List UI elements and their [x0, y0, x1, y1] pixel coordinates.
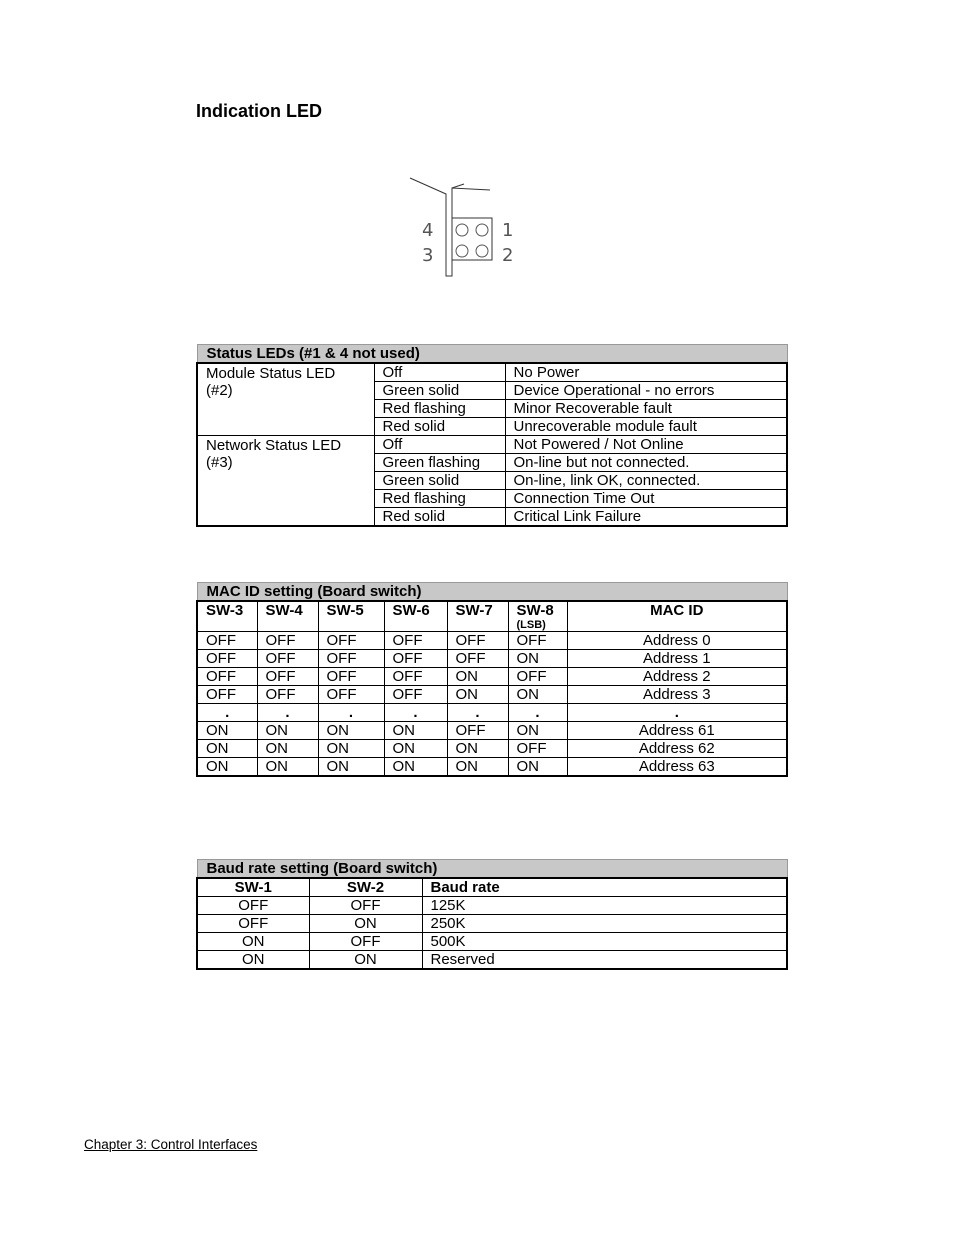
switch-cell: OFF: [447, 632, 508, 650]
switch-cell: OFF: [318, 632, 384, 650]
switch-cell: ON: [197, 740, 257, 758]
led-4-icon: [456, 224, 468, 236]
table-header-row: [197, 878, 787, 897]
switch-cell: OFF: [257, 668, 318, 686]
column-header: SW-7: [447, 601, 508, 632]
baud-rate-table: [196, 859, 788, 970]
baud-table-body: [197, 897, 787, 970]
switch-cell: ON: [508, 650, 567, 668]
led-state: Green solid: [374, 472, 505, 490]
switch-cell: .: [318, 704, 384, 722]
lsb-note: (LSB): [516, 619, 546, 631]
column-header: MAC ID: [567, 601, 787, 632]
table-row: [197, 632, 787, 650]
switch-cell: ON: [257, 758, 318, 777]
chapter-footer: Chapter 3: Control Interfaces: [84, 1137, 258, 1152]
switch-cell: .: [197, 704, 257, 722]
switch-cell: OFF: [384, 632, 447, 650]
switch-cell: ON: [318, 758, 384, 777]
switch-cell: .: [257, 704, 318, 722]
mac-id-cell: Address 2: [567, 668, 787, 686]
switch-cell: OFF: [447, 722, 508, 740]
baud-rate-cell: 250K: [422, 915, 787, 933]
led-meaning: Unrecoverable module fault: [505, 418, 787, 436]
switch-cell: ON: [257, 722, 318, 740]
switch-cell: ON: [447, 668, 508, 686]
switch-cell: ON: [447, 740, 508, 758]
switch-cell: .: [384, 704, 447, 722]
table-row: [197, 915, 787, 933]
led-bracket-diagram: [408, 176, 518, 282]
led-meaning: Critical Link Failure: [505, 508, 787, 527]
led-state: Green flashing: [374, 454, 505, 472]
led-state: Red solid: [374, 418, 505, 436]
switch-cell: ON: [309, 915, 422, 933]
switch-cell: OFF: [257, 686, 318, 704]
led-2-icon: [476, 245, 488, 257]
switch-cell: ON: [197, 722, 257, 740]
table-row: [197, 436, 787, 454]
led-meaning: No Power: [505, 363, 787, 382]
switch-cell: OFF: [384, 686, 447, 704]
led-state: Red flashing: [374, 400, 505, 418]
switch-cell: ON: [508, 758, 567, 777]
switch-cell: OFF: [309, 933, 422, 951]
mac-id-table: [196, 582, 788, 777]
status-led-table: [196, 344, 788, 527]
switch-cell: OFF: [197, 897, 309, 915]
mac-id-cell: Address 62: [567, 740, 787, 758]
table-row: [197, 668, 787, 686]
table-row: [197, 740, 787, 758]
table-row: [197, 951, 787, 970]
column-header-label: SW-8: [516, 602, 554, 619]
mac-id-cell: .: [567, 704, 787, 722]
table-row: [197, 933, 787, 951]
switch-cell: ON: [384, 722, 447, 740]
switch-cell: ON: [447, 758, 508, 777]
led-1-icon: [476, 224, 488, 236]
led-label-4: 4: [422, 220, 434, 241]
switch-cell: ON: [197, 951, 309, 970]
table-row: [197, 686, 787, 704]
table-row: [197, 363, 787, 382]
switch-cell: ON: [309, 951, 422, 970]
table-header-row: [197, 601, 787, 632]
baud-rate-cell: Reserved: [422, 951, 787, 970]
mac-table-body: [197, 632, 787, 777]
led-3-icon: [456, 245, 468, 257]
table-title: Status LEDs (#1 & 4 not used): [197, 345, 787, 364]
switch-cell: OFF: [384, 650, 447, 668]
column-header: SW-3: [197, 601, 257, 632]
column-header: SW-5: [318, 601, 384, 632]
switch-cell: OFF: [197, 650, 257, 668]
switch-cell: ON: [197, 758, 257, 777]
switch-cell: ON: [384, 740, 447, 758]
baud-rate-cell: 500K: [422, 933, 787, 951]
switch-cell: OFF: [257, 632, 318, 650]
led-meaning: Minor Recoverable fault: [505, 400, 787, 418]
switch-cell: OFF: [197, 915, 309, 933]
group-label: Module Status LED (#2): [197, 363, 374, 436]
switch-cell: ON: [508, 722, 567, 740]
switch-cell: .: [447, 704, 508, 722]
table-title: Baud rate setting (Board switch): [197, 860, 787, 879]
led-meaning: Device Operational - no errors: [505, 382, 787, 400]
column-header: SW-1: [197, 878, 309, 897]
switch-cell: OFF: [197, 686, 257, 704]
table-row: [197, 650, 787, 668]
switch-cell: OFF: [257, 650, 318, 668]
switch-cell: OFF: [309, 897, 422, 915]
switch-cell: ON: [318, 740, 384, 758]
table-row: [197, 722, 787, 740]
switch-cell: OFF: [197, 632, 257, 650]
column-header: [508, 601, 567, 632]
switch-cell: ON: [384, 758, 447, 777]
group-label: Network Status LED (#3): [197, 436, 374, 527]
led-state: Red solid: [374, 508, 505, 527]
switch-cell: ON: [318, 722, 384, 740]
switch-cell: OFF: [508, 632, 567, 650]
mac-id-cell: Address 3: [567, 686, 787, 704]
baud-rate-cell: 125K: [422, 897, 787, 915]
mac-id-cell: Address 0: [567, 632, 787, 650]
mac-id-cell: Address 63: [567, 758, 787, 777]
switch-cell: ON: [508, 686, 567, 704]
mac-id-cell: Address 1: [567, 650, 787, 668]
led-meaning: On-line, link OK, connected.: [505, 472, 787, 490]
switch-cell: OFF: [447, 650, 508, 668]
led-meaning: Not Powered / Not Online: [505, 436, 787, 454]
switch-cell: OFF: [384, 668, 447, 686]
page-title: Indication LED: [196, 101, 322, 121]
led-meaning: Connection Time Out: [505, 490, 787, 508]
mac-id-cell: Address 61: [567, 722, 787, 740]
table-row: [197, 704, 787, 722]
led-state: Off: [374, 436, 505, 454]
table-row: [197, 897, 787, 915]
led-label-1: 1: [502, 220, 514, 241]
switch-cell: OFF: [508, 740, 567, 758]
switch-cell: .: [508, 704, 567, 722]
column-header: Baud rate: [422, 878, 787, 897]
switch-cell: OFF: [508, 668, 567, 686]
switch-cell: OFF: [197, 668, 257, 686]
table-row: [197, 758, 787, 777]
switch-cell: OFF: [318, 668, 384, 686]
led-label-2: 2: [502, 245, 514, 266]
led-state: Red flashing: [374, 490, 505, 508]
table-title: MAC ID setting (Board switch): [197, 583, 787, 602]
led-state: Green solid: [374, 382, 505, 400]
switch-cell: ON: [197, 933, 309, 951]
led-label-3: 3: [422, 245, 434, 266]
switch-cell: OFF: [318, 650, 384, 668]
column-header: SW-4: [257, 601, 318, 632]
switch-cell: OFF: [318, 686, 384, 704]
led-state: Off: [374, 363, 505, 382]
column-header: SW-6: [384, 601, 447, 632]
switch-cell: ON: [257, 740, 318, 758]
led-meaning: On-line but not connected.: [505, 454, 787, 472]
switch-cell: ON: [447, 686, 508, 704]
column-header: SW-2: [309, 878, 422, 897]
